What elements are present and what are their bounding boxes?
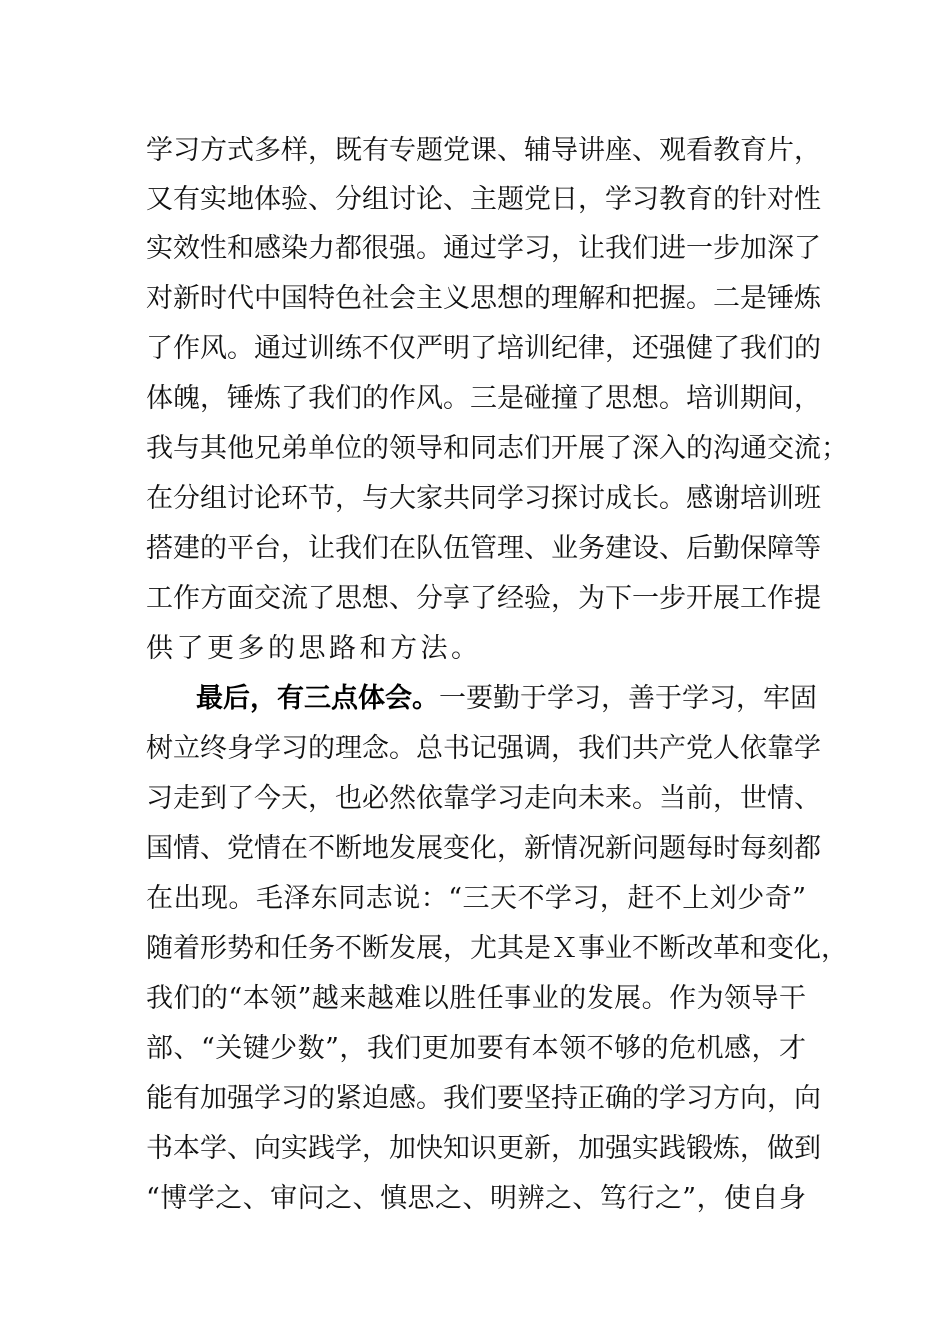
paragraph-1-line-10: 工作方面交流了思想、分享了经验，为下一步开展工作提 bbox=[146, 583, 821, 614]
paragraph-2-line-7: 我们的“本领”越来越难以胜任事业的发展。作为领导干 bbox=[146, 983, 806, 1014]
paragraph-1-line-11: 供了更多的思路和方法。 bbox=[146, 633, 482, 664]
paragraph-2-line-9: 能有加强学习的紧迫感。我们要坚持正确的学习方向，向 bbox=[146, 1083, 821, 1114]
paragraph-2-line-8: 部、“关键少数”，我们更加要有本领不够的危机感，才 bbox=[146, 1033, 806, 1064]
paragraph-1-line-6: 体魄，锤炼了我们的作风。三是碰撞了思想。培训期间， bbox=[146, 383, 821, 414]
paragraph-2-first-line bbox=[196, 680, 817, 718]
paragraph-1-line-4: 对新时代中国特色社会主义思想的理解和把握。二是锤炼 bbox=[146, 283, 821, 314]
paragraph-2-line-11: “博学之、审问之、慎思之、明辨之、笃行之”，使自身 bbox=[146, 1183, 806, 1214]
paragraph-2-line-5: 在出现。毛泽东同志说：“三天不学习，赶不上刘少奇” bbox=[146, 883, 806, 914]
paragraph-2-first-line-text: 一要勤于学习，善于学习，牢固 bbox=[439, 683, 817, 714]
paragraph-1-line-2: 又有实地体验、分组讨论、主题党日，学习教育的针对性 bbox=[146, 184, 821, 215]
paragraph-1-line-7: 我与其他兄弟单位的领导和同志们开展了深入的沟通交流； bbox=[146, 433, 848, 464]
paragraph-1-line-8: 在分组讨论环节，与大家共同学习探讨成长。感谢培训班 bbox=[146, 483, 821, 514]
paragraph-2-line-4: 国情、党情在不断地发展变化，新情况新问题每时每刻都 bbox=[146, 833, 821, 864]
paragraph-2-line-6: 随着形势和任务不断发展，尤其是Ｘ事业不断改革和变化， bbox=[146, 933, 848, 964]
paragraph-1-line-9: 搭建的平台，让我们在队伍管理、业务建设、后勤保障等 bbox=[146, 533, 821, 564]
paragraph-1-line-1: 学习方式多样，既有专题党课、辅导讲座、观看教育片， bbox=[146, 135, 821, 166]
paragraph-2-line-10: 书本学、向实践学，加快知识更新，加强实践锻炼，做到 bbox=[146, 1133, 821, 1164]
paragraph-2-line-2: 树立终身学习的理念。总书记强调，我们共产党人依靠学 bbox=[146, 733, 821, 764]
paragraph-1-line-5: 了作风。通过训练不仅严明了培训纪律，还强健了我们的 bbox=[146, 333, 821, 364]
paragraph-2-line-3: 习走到了今天，也必然依靠学习走向未来。当前，世情、 bbox=[146, 783, 821, 814]
paragraph-1-line-3: 实效性和感染力都很强。通过学习，让我们进一步加深了 bbox=[146, 233, 821, 264]
paragraph-2-lead-heading: 最后，有三点体会。 bbox=[196, 683, 439, 714]
